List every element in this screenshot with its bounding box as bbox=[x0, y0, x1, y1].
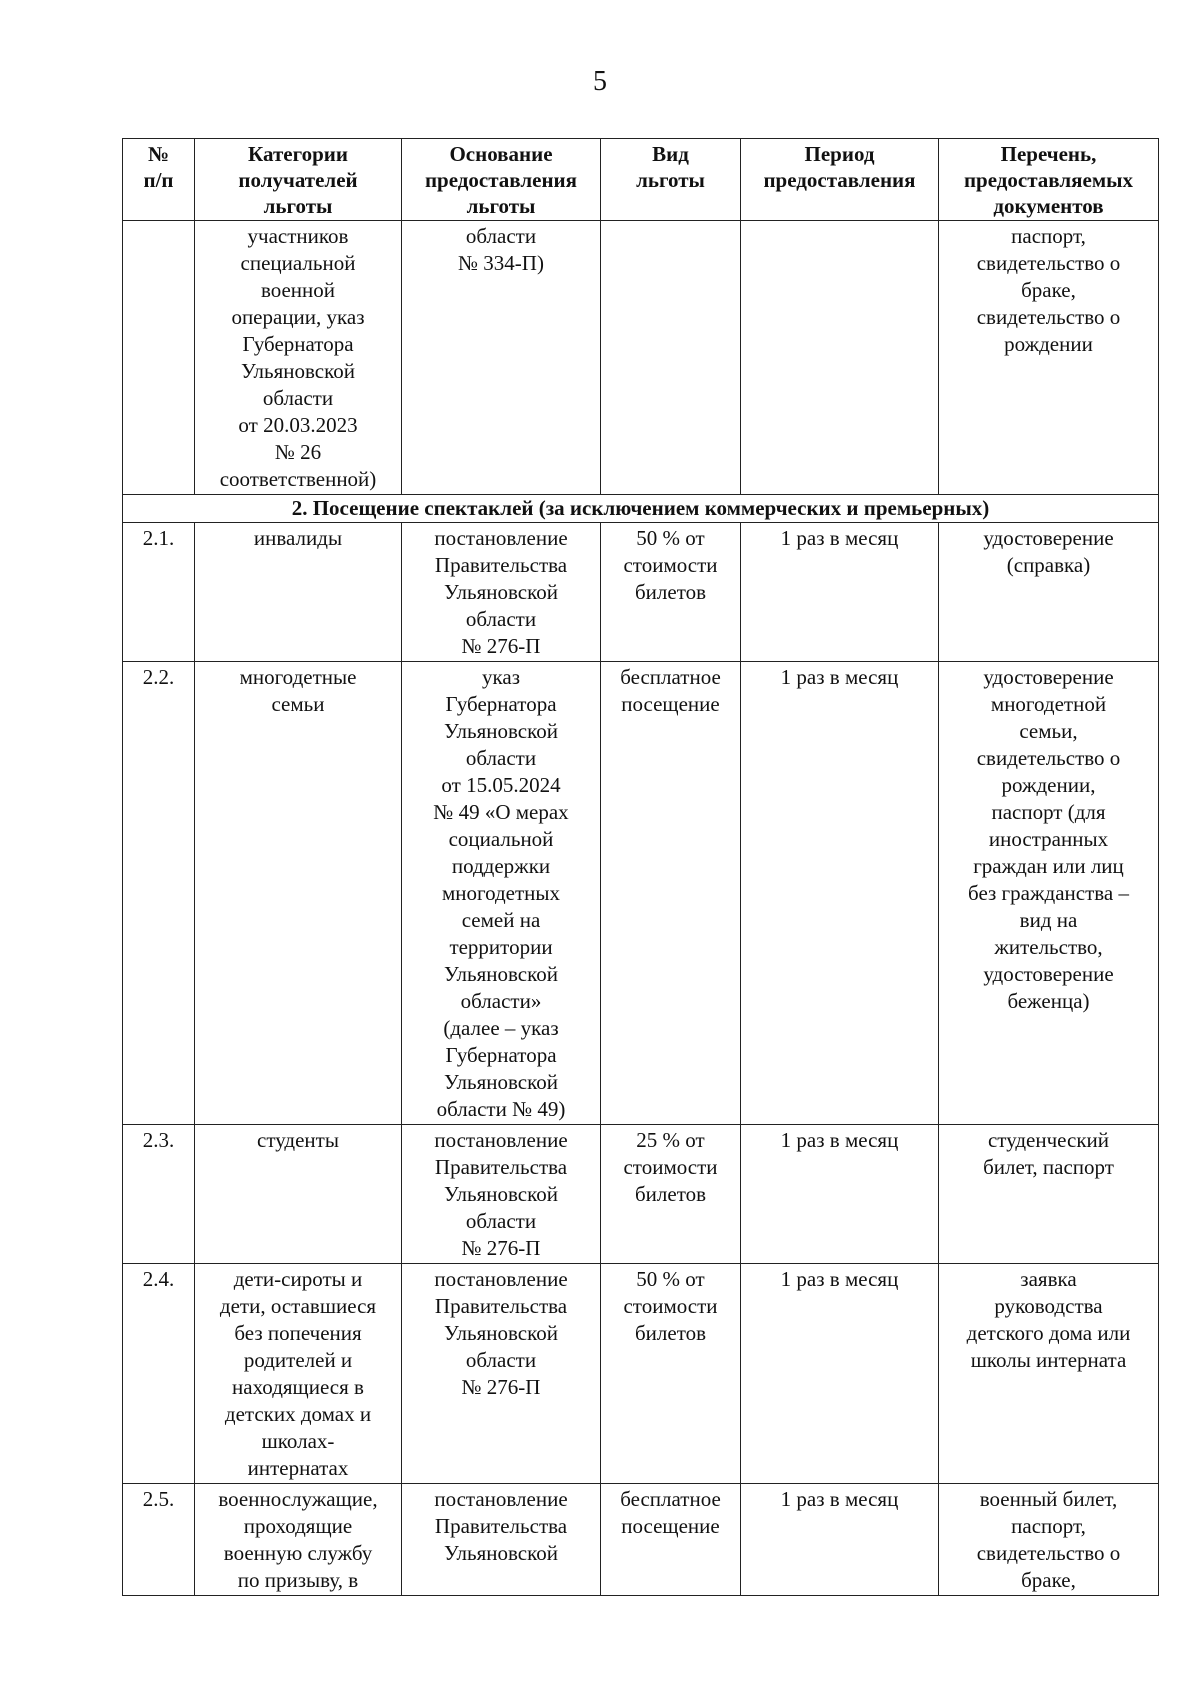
table-row bbox=[123, 221, 1159, 495]
row-period: 1 раз в месяц bbox=[741, 1125, 939, 1264]
table-row bbox=[123, 1264, 1159, 1484]
table-header-row bbox=[123, 139, 1159, 221]
row-num: 2.5. bbox=[123, 1484, 195, 1596]
row-num: 2.4. bbox=[123, 1264, 195, 1484]
row-docs: удостоверение многодетной семьи, свидетельство о рождении, паспорт (для иностранных граждан или лиц без гражданства – вид на жительство, удостоверение беженца) bbox=[939, 662, 1159, 1125]
row-category: дети-сироты и дети, оставшиеся без попечения родителей и находящиеся в детских домах и школах- интернатах bbox=[195, 1264, 402, 1484]
row-num: 2.2. bbox=[123, 662, 195, 1125]
row-period: 1 раз в месяц bbox=[741, 1264, 939, 1484]
row-period: 1 раз в месяц bbox=[741, 523, 939, 662]
row-docs: заявка руководства детского дома или школы интерната bbox=[939, 1264, 1159, 1484]
row-period bbox=[741, 221, 939, 495]
row-docs: военный билет, паспорт, свидетельство о браке, bbox=[939, 1484, 1159, 1596]
row-basis: постановление Правительства Ульяновской области № 276-П bbox=[402, 523, 601, 662]
row-docs: удостоверение (справка) bbox=[939, 523, 1159, 662]
header-type: Вид льготы bbox=[601, 139, 741, 221]
row-basis: указ Губернатора Ульяновской области от 15.05.2024 № 49 «О мерах социальной поддержки многодетных семей на территории Ульяновской области» (далее – указ Губернатора Ульяновской области № 49) bbox=[402, 662, 601, 1125]
row-category: студенты bbox=[195, 1125, 402, 1264]
table-row bbox=[123, 1125, 1159, 1264]
section-title: 2. Посещение спектаклей (за исключением коммерческих и премьерных) bbox=[123, 495, 1159, 523]
row-period: 1 раз в месяц bbox=[741, 1484, 939, 1596]
row-type: бесплатное посещение bbox=[601, 662, 741, 1125]
table-row bbox=[123, 1484, 1159, 1596]
row-category: военнослужащие, проходящие военную службу по призыву, в bbox=[195, 1484, 402, 1596]
row-basis: области № 334-П) bbox=[402, 221, 601, 495]
row-category: инвалиды bbox=[195, 523, 402, 662]
row-docs: студенческий билет, паспорт bbox=[939, 1125, 1159, 1264]
header-docs: Перечень, предоставляемых документов bbox=[939, 139, 1159, 221]
row-category: участников специальной военной операции, указ Губернатора Ульяновской области от 20.03.2023 № 26 соответственной) bbox=[195, 221, 402, 495]
header-category: Категории получателей льготы bbox=[195, 139, 402, 221]
row-category: многодетные семьи bbox=[195, 662, 402, 1125]
section-row bbox=[123, 495, 1159, 523]
row-type: 25 % от стоимости билетов bbox=[601, 1125, 741, 1264]
row-num bbox=[123, 221, 195, 495]
row-docs: паспорт, свидетельство о браке, свидетельство о рождении bbox=[939, 221, 1159, 495]
row-period: 1 раз в месяц bbox=[741, 662, 939, 1125]
header-num: № п/п bbox=[123, 139, 195, 221]
row-type: 50 % от стоимости билетов bbox=[601, 523, 741, 662]
table-row bbox=[123, 662, 1159, 1125]
row-type: 50 % от стоимости билетов bbox=[601, 1264, 741, 1484]
benefits-table bbox=[122, 138, 1159, 1596]
row-type: бесплатное посещение bbox=[601, 1484, 741, 1596]
row-basis: постановление Правительства Ульяновской области № 276-П bbox=[402, 1264, 601, 1484]
page-number: 5 bbox=[593, 66, 607, 97]
row-basis: постановление Правительства Ульяновской bbox=[402, 1484, 601, 1596]
row-num: 2.3. bbox=[123, 1125, 195, 1264]
row-basis: постановление Правительства Ульяновской области № 276-П bbox=[402, 1125, 601, 1264]
header-basis: Основание предоставления льготы bbox=[402, 139, 601, 221]
header-period: Период предоставления bbox=[741, 139, 939, 221]
table-row bbox=[123, 523, 1159, 662]
row-num: 2.1. bbox=[123, 523, 195, 662]
row-type bbox=[601, 221, 741, 495]
